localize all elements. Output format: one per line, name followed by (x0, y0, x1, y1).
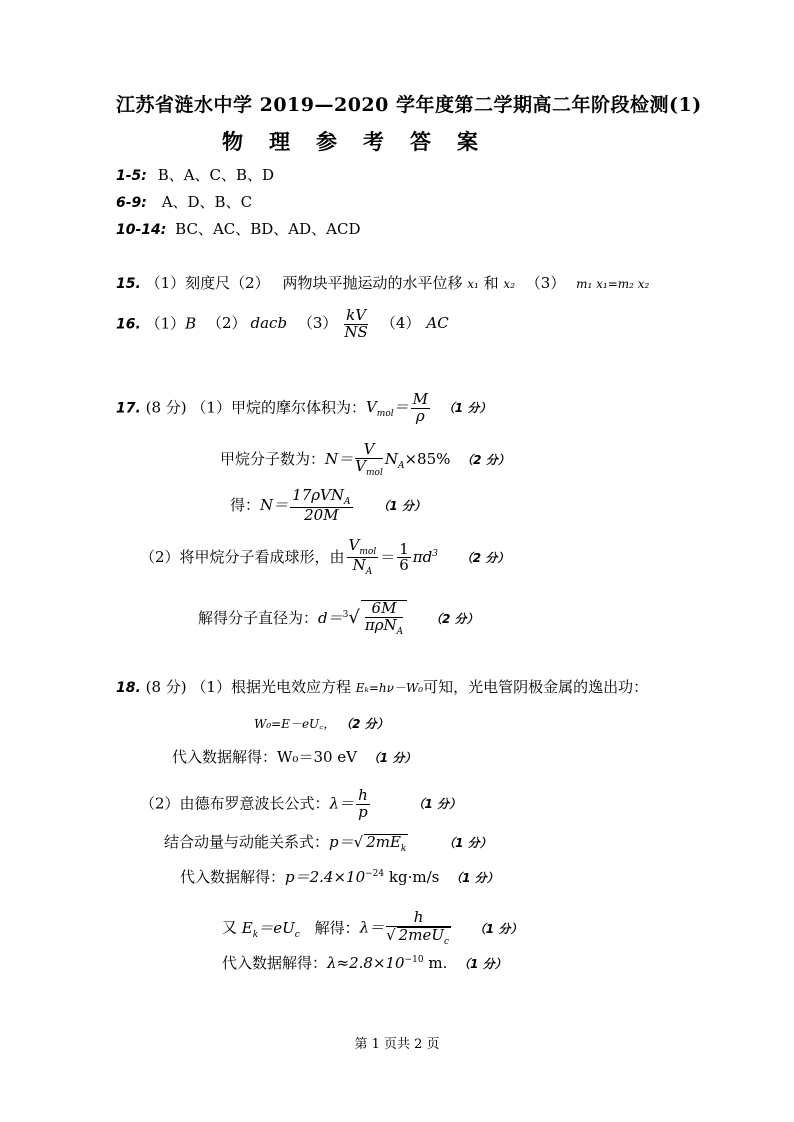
formula-vmol: $V_{mol}=$ $\frac{M}{\rho}$ (365, 390, 429, 425)
formula-ratio: $\frac{V_{mol}}{N_A}$ (348, 536, 377, 578)
q17-line2 (220, 442, 510, 478)
score-mark: （1 分） (458, 957, 507, 971)
q16-part3: （3） (297, 314, 338, 333)
q15-equation: m₁ x₁=m₂ x₂ (576, 277, 650, 291)
document-subtitle: 物理参考答案 (222, 130, 504, 154)
q18-text: 代入数据解得： (180, 868, 286, 886)
q18-equation: Eₖ=hν－W₀ (355, 681, 424, 695)
mc-row-2: 6-9: A、D、B、C (116, 193, 253, 211)
sqrt-icon: √ (386, 925, 396, 944)
q16-answer1: B (185, 314, 197, 333)
q17-text: 解得分子直径为： (198, 609, 319, 628)
q18-equation: p＝2.4×10 (285, 868, 366, 886)
q17-text: 甲烷分子数为： (220, 450, 326, 469)
q18-text: 又 (222, 918, 238, 937)
q18-line8 (222, 956, 507, 971)
q16-fraction: $\frac{kV}{NS}$ (344, 306, 368, 341)
q15-line (116, 276, 649, 291)
q16-part2: （2） (206, 314, 247, 333)
score-mark: （1 分） (443, 836, 492, 850)
q18-text: （1）根据光电效应方程 (191, 678, 351, 696)
q18-line6 (180, 870, 499, 885)
q18-text: 解得： (314, 918, 360, 937)
q17-tail: ×85% (404, 450, 451, 469)
q18-text: （2）由德布罗意波长公式： (140, 794, 330, 813)
mc-answers: BC、AC、BD、AD、ACD (175, 220, 361, 238)
formula-lambda2: $\frac{h}{√ 2meU_c}$ (386, 908, 450, 947)
mc-label: 10-14 (116, 222, 161, 238)
question-number: 18. (116, 680, 141, 696)
score-mark: （1 分） (412, 797, 462, 812)
q18-line2 (254, 716, 389, 731)
q15-part2: 两物块平抛运动的水平位移 (282, 274, 463, 292)
q18-line1 (116, 680, 648, 695)
q18-text: 结合动量与动能关系式： (164, 833, 330, 851)
formula-result: $\frac{17\rho VN_A}{20M}$ (292, 486, 351, 525)
mc-label: 6-9 (116, 195, 142, 211)
q18-unit: kg·m/s (384, 868, 440, 886)
question-number: 17. (116, 400, 141, 417)
score-mark: （1 分） (367, 751, 417, 765)
cube-root-icon: $^3$√ (342, 607, 360, 629)
q17-text: （1）甲烷的摩尔体积为： (191, 398, 366, 417)
question-number: 16. (116, 316, 141, 333)
q17-line3: 得：N＝ $\frac{17\rho VN_A}{20M}$ （1 分） (230, 486, 426, 525)
q17-text: 得： (230, 496, 261, 515)
q18-unit: m. (423, 954, 448, 972)
q15-and: 和 (483, 274, 499, 292)
q16-answer2: dacb (250, 314, 288, 333)
score-mark: （1 分） (473, 921, 523, 936)
q16-part4: （4） (380, 314, 421, 333)
q15-x2: x₂ (503, 277, 515, 291)
q15-part3: （3） (525, 274, 566, 292)
q15-part1: （1）刻度尺（2） (145, 274, 270, 292)
q17-line1 (116, 392, 491, 425)
formula-lambda: $\frac{h}{p}$ (358, 786, 368, 821)
question-number: 15. (116, 276, 141, 292)
q18-score: (8 分) (145, 678, 187, 696)
sqrt-icon: √ (353, 833, 364, 851)
mc-row-1: 1-5: B、A、C、B、D (116, 166, 275, 184)
q18-equation: W₀＝30 eV (277, 748, 358, 766)
q17-text: （2）将甲烷分子看成球形，由 (140, 547, 345, 566)
q16-part1: （1） (145, 314, 186, 333)
score-mark: （1 分） (442, 401, 492, 416)
q17-line4: （2）将甲烷分子看成球形，由 $\frac{V_{mol}}{N_A}$ ＝ $\frac{1}{6}$ $\pi d^3$ （2 分） (140, 536, 510, 578)
score-mark: （1 分） (377, 499, 426, 514)
q16-line (116, 308, 449, 341)
q16-answer4: AC (426, 314, 449, 333)
q18-text: 代入数据解得： (172, 748, 278, 766)
q18-line3 (172, 750, 416, 765)
score-mark: （2 分） (461, 453, 510, 468)
q18-exponent: −24 (365, 869, 385, 879)
q18-line7: 又 $E_k=eU_c$ 解得：λ＝ $\frac{h}{√ 2meU_c}$ （1 分） (222, 908, 523, 947)
page-footer: 第 1 页共 2 页 (354, 1037, 440, 1052)
q18-text: 代入数据解得： (222, 954, 328, 972)
formula-n: N＝ $\frac{V}{V_{mol}}$ $N_A$ (325, 440, 405, 478)
score-mark: （2 分） (429, 612, 479, 627)
q17-line5: 解得分子直径为：d＝$^3$√ $\frac{6M}{\pi\rho N_A}$ （2 分） (198, 599, 479, 637)
q18-line4: （2）由德布罗意波长公式：λ＝ $\frac{h}{p}$ （1 分） (140, 786, 462, 821)
q18-equation: λ≈2.8×10 (327, 954, 405, 972)
q18-equation: W₀=E－eU꜀， (254, 717, 336, 731)
q15-x1: x₁ (467, 277, 479, 291)
q18-tail: 可知，光电管阴极金属的逸出功： (423, 678, 649, 696)
document-title: 江苏省涟水中学 2019—2020 学年度第二学期高二年阶段检测(1) (116, 94, 702, 116)
score-mark: （1 分） (450, 871, 499, 885)
q18-line5: 结合动量与动能关系式：p＝√ $2mE_k$ （1 分） (164, 833, 492, 854)
mc-answers: A、D、B、C (161, 193, 253, 211)
mc-answers: B、A、C、B、D (157, 166, 275, 184)
mc-label: 1-5 (116, 168, 142, 184)
score-mark: （2 分） (340, 717, 389, 731)
q17-score: (8 分) (145, 398, 187, 417)
score-mark: （2 分） (460, 550, 510, 565)
mc-row-3: 10-14: BC、AC、BD、AD、ACD (116, 220, 361, 238)
q18-exponent: −10 (404, 955, 424, 965)
